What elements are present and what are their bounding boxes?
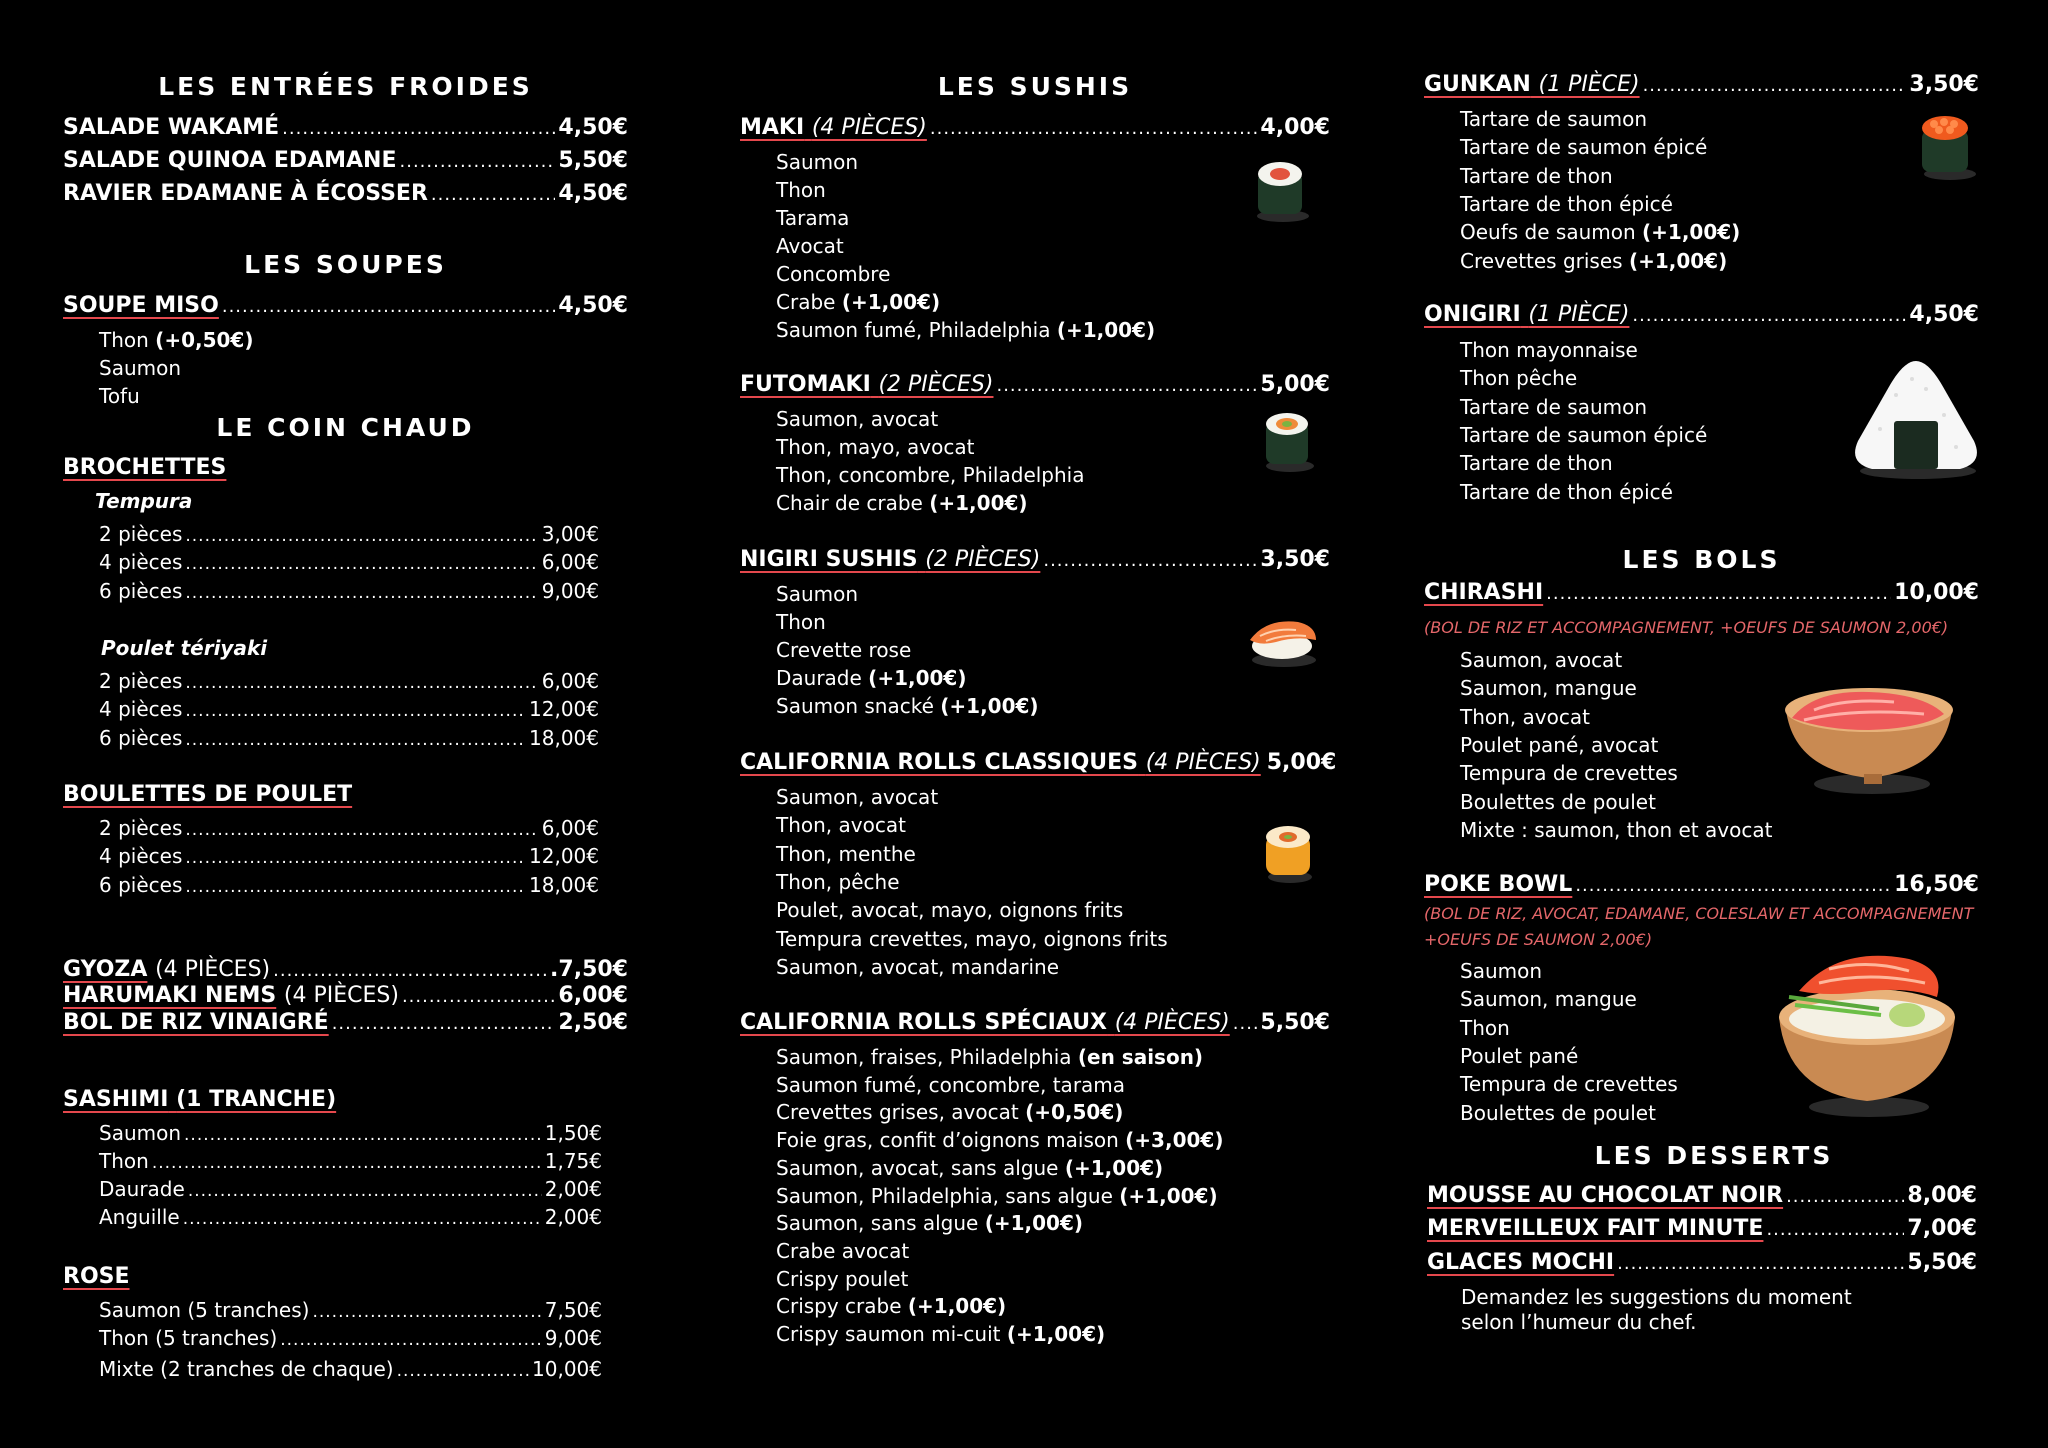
poke-note-2: +OEUFS DE SAUMON 2,00€): [1424, 930, 1653, 949]
option-item: Boulettes de poulet: [1460, 1100, 1656, 1125]
option-item: Tarama: [776, 206, 850, 230]
option-item: Saumon, Philadelphia, sans algue (+1,00€): [776, 1183, 1218, 1208]
option-item: Saumon: [1460, 959, 1543, 983]
menu-item-soupe-miso: [63, 293, 628, 318]
tempura-row: 6 pièces ..... 9,00€: [99, 579, 599, 603]
option-item: Saumon, mangue: [1460, 676, 1637, 701]
option-item: Thon: [776, 610, 826, 634]
option-item: Tartare de thon épicé: [1460, 191, 1673, 216]
boulettes-header: BOULETTES DE POULET: [63, 782, 353, 807]
menu-item-salade-wakame: [63, 115, 628, 140]
option-item: Mixte : saumon, thon et avocat: [1460, 817, 1773, 842]
menu-item-california-classiques: CALIFORNIA ROLLS CLASSIQUES (4 PIÈCES) 5,00€: [740, 750, 1337, 775]
option-item: Concombre: [776, 262, 891, 286]
option-item: Saumon snacké (+1,00€): [776, 694, 1039, 718]
option-item: Saumon fumé, concombre, tarama: [776, 1072, 1126, 1097]
menu-item-poke-bowl: POKE BOWL ..... 16,50€: [1424, 872, 1979, 897]
soupe-option-thon: Thon (+0,50€): [99, 328, 254, 352]
option-item: Poulet, avocat, mayo, oignons frits: [776, 898, 1124, 923]
option-item: Crabe (+1,00€): [776, 290, 941, 314]
option-item: Crabe avocat: [776, 1238, 910, 1263]
menu-item-gyoza: GYOZA (4 PIÈCES) ..... .7,50€: [63, 957, 628, 982]
gunkan-icon: [1914, 110, 1980, 182]
menu-item-salade-quinoa: [63, 148, 628, 173]
rose-row: Thon (5 tranches) ..... 9,00€: [99, 1326, 602, 1350]
option-item: Thon, avocat: [776, 813, 906, 838]
sashimi-header: SASHIMI (1 TRANCHE): [63, 1087, 337, 1112]
option-item: Avocat: [776, 234, 844, 258]
option-item: Tartare de thon: [1460, 451, 1613, 476]
item-price: 4,50€: [558, 181, 628, 206]
item-name: SALADE QUINOA EDAMANE: [63, 148, 397, 173]
menu-item-futomaki: FUTOMAKI (2 PIÈCES) ..... 5,00€: [740, 372, 1330, 397]
futomaki-roll-icon: [1258, 410, 1318, 474]
option-item: Saumon, sans algue (+1,00€): [776, 1211, 1084, 1236]
dessert-merveilleux: MERVEILLEUX FAIT MINUTE ..... 7,00€: [1427, 1216, 1977, 1241]
dessert-note-line-1: Demandez les suggestions du moment: [1461, 1285, 1852, 1309]
option-item: Tartare de thon épicé: [1460, 479, 1673, 504]
option-item: Crevettes grises, avocat (+0,50€): [776, 1100, 1124, 1125]
menu-item-california-speciaux: CALIFORNIA ROLLS SPÉCIAUX (4 PIÈCES) ..... 5,50€: [740, 1010, 1330, 1035]
rose-header: ROSE: [63, 1264, 130, 1289]
onigiri-icon: [1846, 355, 1986, 481]
brochettes-header: BROCHETTES: [63, 455, 227, 480]
menu-item-ravier-edamane: [63, 181, 628, 206]
menu-item-chirashi: CHIRASHI ..... 10,00€: [1424, 580, 1979, 605]
tempura-row: 2 pièces ..... 3,00€: [99, 522, 599, 546]
option-item: Tartare de saumon épicé: [1460, 135, 1708, 160]
section-title-coin-chaud: LE COIN CHAUD: [216, 413, 475, 442]
option-item: Boulettes de poulet: [1460, 789, 1656, 814]
tempura-subheader: Tempura: [95, 489, 193, 513]
option-item: Thon pêche: [1460, 366, 1578, 391]
poke-note-1: (BOL DE RIZ, AVOCAT, EDAMANE, COLESLAW ET ACCOMPAGNEMENT: [1424, 904, 1974, 923]
option-item: Thon: [1460, 1015, 1510, 1040]
menu-item-harumaki: HARUMAKI NEMS (4 PIÈCES) ..... 6,00€: [63, 983, 628, 1008]
option-item: Poulet pané, avocat: [1460, 732, 1659, 757]
chirashi-note: (BOL DE RIZ ET ACCOMPAGNEMENT, +OEUFS DE SAUMON 2,00€): [1424, 618, 1949, 637]
section-title-bols: LES BOLS: [1622, 545, 1781, 574]
dessert-mousse: MOUSSE AU CHOCOLAT NOIR ..... 8,00€: [1427, 1183, 1977, 1208]
option-item: Crevettes grises (+1,00€): [1460, 248, 1728, 273]
sashimi-row: Anguille ..... 2,00€: [99, 1205, 602, 1229]
soupe-option-saumon: Saumon: [99, 356, 182, 380]
menu-item-gunkan: GUNKAN (1 PIÈCE) ..... 3,50€: [1424, 72, 1979, 97]
poulet-row: 6 pièces ..... 18,00€: [99, 726, 599, 750]
rose-row: Saumon (5 tranches) ..... 7,50€: [99, 1298, 602, 1322]
option-item: Foie gras, confit d’oignons maison (+3,00€): [776, 1128, 1224, 1153]
menu-item-nigiri: NIGIRI SUSHIS (2 PIÈCES) ..... 3,50€: [740, 547, 1330, 572]
option-item: Tartare de saumon: [1460, 394, 1648, 419]
option-item: Thon, menthe: [776, 841, 916, 866]
tempura-row: 4 pièces ..... 6,00€: [99, 550, 599, 574]
option-item: Tempura crevettes, mayo, oignons frits: [776, 926, 1168, 951]
menu-item-bol-riz: BOL DE RIZ VINAIGRÉ ..... 2,50€: [63, 1010, 628, 1035]
option-item: Saumon, avocat, mandarine: [776, 954, 1059, 979]
option-item: Saumon, avocat: [776, 407, 939, 431]
option-item: Crispy crabe (+1,00€): [776, 1294, 1007, 1319]
option-item: Saumon fumé, Philadelphia (+1,00€): [776, 318, 1156, 342]
option-item: Saumon: [776, 150, 859, 174]
option-item: Tempura de crevettes: [1460, 1072, 1678, 1097]
option-item: Crispy saumon mi-cuit (+1,00€): [776, 1322, 1106, 1346]
boulettes-row: 2 pièces ..... 6,00€: [99, 816, 599, 840]
maki-roll-icon: [1250, 158, 1312, 224]
option-item: Tempura de crevettes: [1460, 761, 1678, 786]
option-item: Chair de crabe (+1,00€): [776, 491, 1028, 515]
nigiri-icon: [1246, 610, 1320, 670]
option-item: Tartare de thon: [1460, 163, 1613, 188]
option-item: Poulet pané: [1460, 1043, 1579, 1068]
section-title-soupes: LES SOUPES: [244, 250, 447, 279]
sashimi-row: Thon ..... 1,75€: [99, 1149, 602, 1173]
item-name: SOUPE MISO: [63, 293, 219, 318]
option-item: Tartare de saumon épicé: [1460, 422, 1708, 447]
section-title-desserts: LES DESSERTS: [1594, 1141, 1834, 1170]
option-item: Crevette rose: [776, 638, 912, 662]
chirashi-bowl-icon: [1774, 670, 1964, 800]
option-item: Thon, mayo, avocat: [776, 435, 975, 459]
menu-item-maki: MAKI (4 PIÈCES) ..... 4,00€: [740, 115, 1330, 140]
item-price: 5,50€: [558, 148, 628, 173]
option-item: Daurade (+1,00€): [776, 666, 967, 690]
poulet-row: 2 pièces ..... 6,00€: [99, 669, 599, 693]
item-name: RAVIER EDAMANE À ÉCOSSER: [63, 181, 428, 206]
sashimi-row: Daurade ..... 2,00€: [99, 1177, 602, 1201]
item-name: SALADE WAKAMÉ: [63, 115, 280, 140]
boulettes-row: 6 pièces ..... 18,00€: [99, 873, 599, 897]
section-title-sushis: LES SUSHIS: [937, 72, 1133, 101]
option-item: Oeufs de saumon (+1,00€): [1460, 220, 1741, 245]
section-title-entrees: LES ENTRÉES FROIDES: [158, 72, 533, 101]
option-item: Saumon: [776, 582, 859, 606]
california-roll-icon: [1260, 823, 1318, 885]
option-item: Thon mayonnaise: [1460, 338, 1638, 362]
option-item: Crispy poulet: [776, 1266, 909, 1291]
item-price: 4,50€: [558, 115, 628, 140]
boulettes-row: 4 pièces ..... 12,00€: [99, 844, 599, 868]
dessert-mochi: GLACES MOCHI ..... 5,50€: [1427, 1250, 1977, 1275]
option-item: Tartare de saumon: [1460, 107, 1648, 131]
column-3: [1424, 0, 2004, 1448]
dessert-note-line-2: selon l’humeur du chef.: [1461, 1310, 1697, 1334]
option-item: Thon: [776, 178, 826, 202]
column-2: [740, 0, 1337, 1448]
rose-row: Mixte (2 tranches de chaque) ..... 10,00€: [99, 1357, 602, 1381]
poulet-subheader: Poulet tériyaki: [101, 636, 268, 660]
poke-bowl-icon: [1769, 935, 1964, 1120]
poulet-row: 4 pièces ..... 12,00€: [99, 697, 599, 721]
option-item: Thon, concombre, Philadelphia: [776, 463, 1085, 487]
option-item: Saumon, avocat: [1460, 648, 1623, 672]
item-price: 4,50€: [558, 293, 628, 318]
option-item: Saumon, avocat: [776, 785, 939, 809]
sashimi-row: Saumon ..... 1,50€: [99, 1121, 602, 1145]
option-item: Saumon, avocat, sans algue (+1,00€): [776, 1155, 1164, 1180]
option-item: Thon, avocat: [1460, 704, 1590, 729]
menu-item-onigiri: ONIGIRI (1 PIÈCE) ..... 4,50€: [1424, 302, 1979, 327]
option-item: Saumon, mangue: [1460, 987, 1637, 1012]
option-item: Thon, pêche: [776, 869, 900, 894]
soupe-option-tofu: Tofu: [99, 384, 140, 408]
option-item: Saumon, fraises, Philadelphia (en saison): [776, 1045, 1204, 1069]
